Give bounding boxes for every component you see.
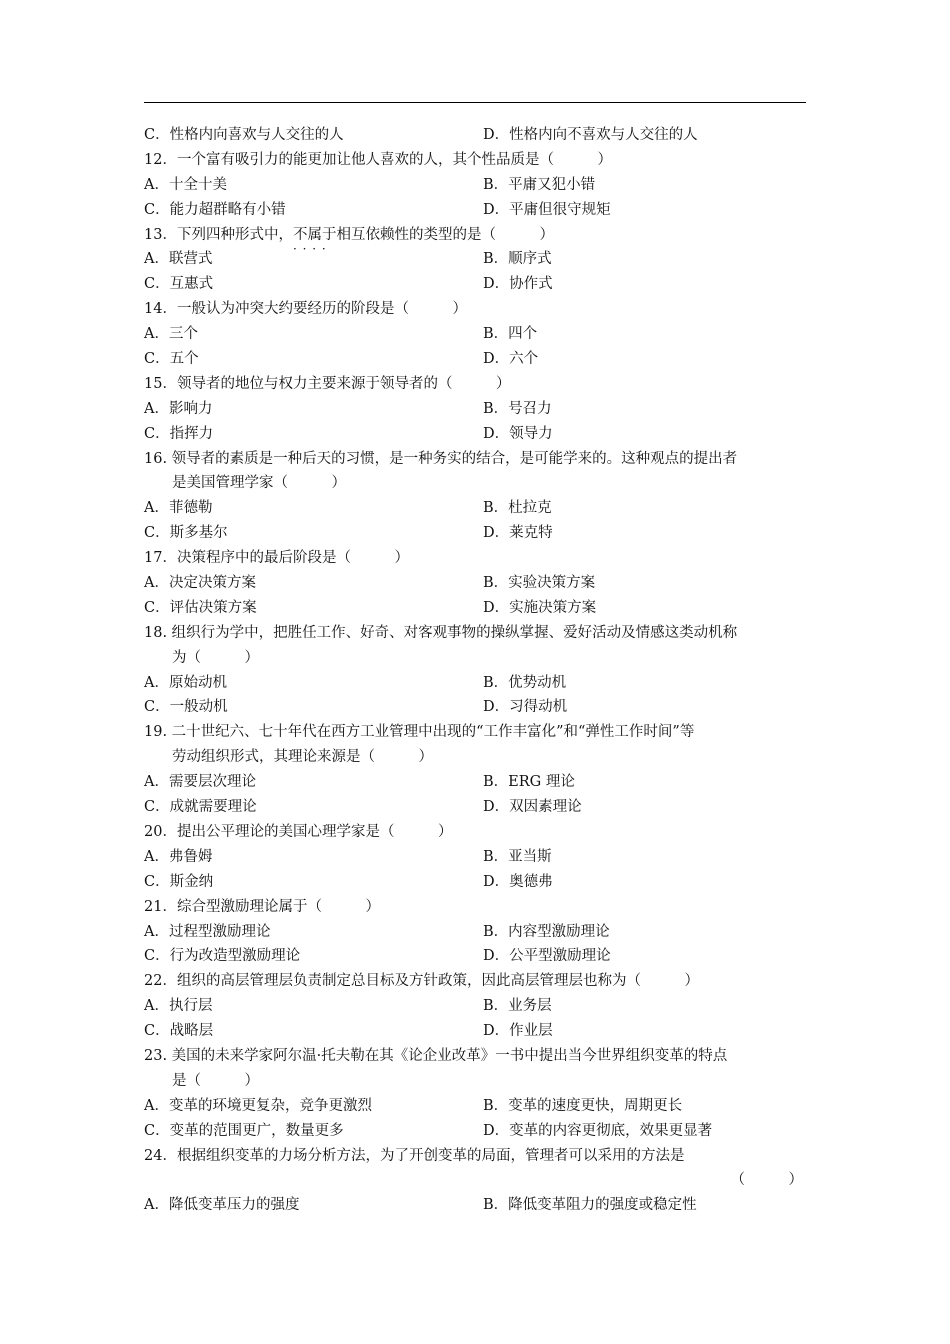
option-c: C．指挥力 <box>144 425 214 442</box>
option-c: C．斯金纳 <box>144 873 214 890</box>
option-b: B．四个 <box>483 326 538 343</box>
option-c: C．互惠式 <box>144 276 214 293</box>
option-c: C．行为改造型激励理论 <box>144 948 301 965</box>
options-row <box>144 920 809 945</box>
option-c: C．能力超群略有小错 <box>144 201 286 218</box>
options-row <box>144 247 809 272</box>
question-13-suffix: 相互依赖性的类型的是（ ） <box>336 226 554 243</box>
options-row <box>144 1119 809 1144</box>
option-b: B．ERG 理论 <box>483 774 575 791</box>
emphasis-text: 不属于 · · · · <box>293 227 337 243</box>
option-b: B．杜拉克 <box>483 500 552 517</box>
option-a: A．降低变革压力的强度 <box>144 1197 300 1214</box>
options-row <box>144 322 809 347</box>
question-16: 16. 领导者的素质是一种后天的习惯，是一种务实的结合，是可能学来的。这种观点的提出者 <box>144 450 738 467</box>
options-row <box>144 695 809 720</box>
option-b: B．内容型激励理论 <box>483 923 610 940</box>
question-24: 24．根据组织变革的力场分析方法，为了开创变革的局面，管理者可以采用的方法是 <box>144 1147 685 1164</box>
option-d: D．六个 <box>483 351 539 368</box>
question-13 <box>144 223 809 248</box>
option-d: D．双因素理论 <box>483 799 582 816</box>
question-17: 17．决策程序中的最后阶段是（ ） <box>144 550 409 567</box>
option-a: A．联营式 <box>144 251 213 268</box>
question-20: 20．提出公平理论的美国心理学家是（ ） <box>144 823 453 840</box>
option-b: B．业务层 <box>483 998 552 1015</box>
options-row <box>144 173 809 198</box>
option-a: A．需要层次理论 <box>144 774 256 791</box>
options-row <box>144 870 809 895</box>
question-23: 23. 美国的未来学家阿尔温·托夫勒在其《论企业改革》一书中提出当今世界组织变革的特点 <box>144 1047 728 1064</box>
options-row <box>144 123 809 148</box>
option-a: A．原始动机 <box>144 674 227 691</box>
options-row <box>144 671 809 696</box>
question-19-continuation: 劳动组织形式，其理论来源是（ ） <box>172 749 433 766</box>
option-c: C．一般动机 <box>144 699 228 716</box>
option-c: C．性格内向喜欢与人交往的人 <box>144 127 344 143</box>
option-c: C．斯多基尔 <box>144 525 228 542</box>
question-18: 18. 组织行为学中，把胜任工作、好奇、对客观事物的操纵掌握、爱好活动及情感这类动机称 <box>144 624 738 641</box>
options-row <box>144 1019 809 1044</box>
option-b: B．顺序式 <box>483 251 552 268</box>
option-b: B．变革的速度更快，周期更长 <box>483 1097 683 1114</box>
options-row <box>144 198 809 223</box>
option-b: B．号召力 <box>483 400 552 417</box>
option-a: A．变革的环境更复杂，竞争更激烈 <box>144 1097 372 1114</box>
option-a: A．决定决策方案 <box>144 575 256 592</box>
question-19: 19. 二十世纪六、七十年代在西方工业管理中出现的“工作丰富化”和“弹性工作时间”等 <box>144 724 695 741</box>
option-a: A．三个 <box>144 326 198 343</box>
question-14: 14．一般认为冲突大约要经历的阶段是（ ） <box>144 301 467 318</box>
question-24-answer-blank: （ ） <box>730 1172 803 1189</box>
option-c: C．五个 <box>144 351 199 368</box>
header-rule <box>144 102 806 103</box>
options-row <box>144 1094 809 1119</box>
option-d: D．习得动机 <box>483 699 568 716</box>
options-row <box>144 770 809 795</box>
question-12: 12．一个富有吸引力的能更加让他人喜欢的人，其个性品质是（ ） <box>144 151 612 168</box>
options-row <box>144 994 809 1019</box>
option-a: A．过程型激励理论 <box>144 923 271 940</box>
option-d: D．奥德弗 <box>483 873 553 890</box>
option-a: A．影响力 <box>144 400 213 417</box>
options-row <box>144 944 809 969</box>
options-row <box>144 422 809 447</box>
exam-questions <box>144 123 809 1218</box>
option-c: C．成就需要理论 <box>144 799 257 816</box>
options-row <box>144 347 809 372</box>
options-row <box>144 1193 809 1218</box>
option-d: D．公平型激励理论 <box>483 948 611 965</box>
options-row <box>144 496 809 521</box>
option-d: D．协作式 <box>483 276 553 293</box>
option-b: B．实验决策方案 <box>483 575 596 592</box>
question-21: 21．综合型激励理论属于（ ） <box>144 898 380 915</box>
option-d: D．变革的内容更彻底，效果更显著 <box>483 1122 713 1139</box>
option-b: B．降低变革阻力的强度或稳定性 <box>483 1197 697 1214</box>
options-row <box>144 272 809 297</box>
option-d: D．实施决策方案 <box>483 599 597 616</box>
option-c: C．变革的范围更广，数量更多 <box>144 1122 344 1139</box>
options-row <box>144 845 809 870</box>
option-b: B．平庸又犯小错 <box>483 176 596 193</box>
option-d: D．莱克特 <box>483 525 553 542</box>
question-18-continuation: 为（ ） <box>172 649 259 666</box>
question-16-continuation: 是美国管理学家（ ） <box>172 475 346 492</box>
question-22: 22．组织的高层管理层负责制定总目标及方针政策，因此高层管理层也称为（ ） <box>144 973 699 990</box>
options-row <box>144 571 809 596</box>
option-c: C．战略层 <box>144 1023 214 1040</box>
options-row <box>144 397 809 422</box>
option-d: D．平庸但很守规矩 <box>483 201 611 218</box>
options-row <box>144 795 809 820</box>
question-15: 15．领导者的地位与权力主要来源于领导者的（ ） <box>144 375 511 392</box>
option-a: A．菲德勒 <box>144 500 213 517</box>
option-d: D．性格内向不喜欢与人交往的人 <box>483 127 698 143</box>
option-a: A．十全十美 <box>144 176 227 193</box>
options-row <box>144 596 809 621</box>
option-b: B．亚当斯 <box>483 848 552 865</box>
option-a: A．弗鲁姆 <box>144 848 213 865</box>
question-13-prefix: 13．下列四种形式中， <box>144 226 293 243</box>
option-c: C．评估决策方案 <box>144 599 257 616</box>
option-b: B．优势动机 <box>483 674 567 691</box>
option-d: D．领导力 <box>483 425 553 442</box>
options-row <box>144 521 809 546</box>
option-d: D．作业层 <box>483 1023 553 1040</box>
option-a: A．执行层 <box>144 998 213 1015</box>
question-23-continuation: 是（ ） <box>172 1072 259 1089</box>
